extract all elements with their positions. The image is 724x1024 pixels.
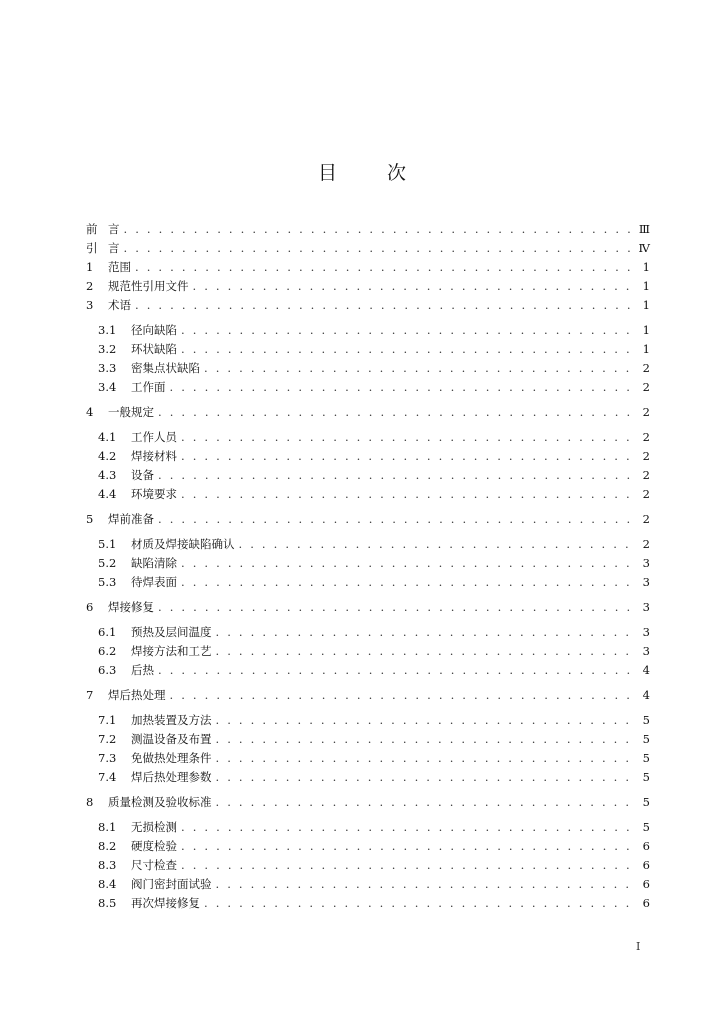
page-title: 目 次	[317, 162, 429, 184]
toc-leader-dots	[216, 793, 633, 812]
toc-entry-page: 5	[642, 770, 650, 784]
toc-entry-label: 预热及层间温度	[131, 625, 212, 639]
toc-entry-label: 尺寸检查	[131, 858, 177, 872]
toc-entry-number: 8	[86, 795, 94, 809]
toc-entry-number: 4	[86, 405, 94, 419]
toc-entry[interactable]	[86, 642, 650, 661]
toc-entry[interactable]	[86, 875, 650, 894]
toc-leader-dots	[204, 359, 632, 378]
toc-entry-label: 再次焊接修复	[131, 896, 200, 910]
toc-entry-label: 质量检测及验收标准	[108, 795, 212, 809]
toc-entry[interactable]	[86, 768, 650, 787]
toc-entry-label: 言	[108, 222, 120, 236]
toc-entry-label: 工作面	[131, 380, 166, 394]
toc-leader-dots	[216, 623, 633, 642]
toc-entry-page: Ⅲ	[638, 222, 650, 236]
toc-entry[interactable]	[86, 730, 650, 749]
toc-entry-label: 测温设备及布置	[131, 732, 212, 746]
toc-entry-number: 5.3	[98, 575, 117, 589]
toc-entry-page: 5	[642, 732, 650, 746]
toc-entry[interactable]	[86, 485, 650, 504]
toc-leader-dots	[158, 403, 632, 422]
toc-entry-page: 2	[642, 380, 650, 394]
toc-entry[interactable]	[86, 447, 650, 466]
toc-entry-page: 5	[642, 751, 650, 765]
toc-entry-label: 设备	[131, 468, 154, 482]
toc-entry-page: 6	[642, 839, 650, 853]
toc-entry-number: 4.4	[98, 487, 117, 501]
toc-entry-page: 2	[642, 361, 650, 375]
toc-entry-number: 7.1	[98, 713, 117, 727]
toc-leader-dots	[216, 730, 633, 749]
toc-entry[interactable]	[86, 711, 650, 730]
toc-leader-dots	[124, 239, 633, 258]
toc-leader-dots	[135, 258, 632, 277]
toc-entry-number: 3	[86, 298, 94, 312]
toc-leader-dots	[181, 485, 632, 504]
toc-entry-page: 1	[642, 260, 650, 274]
toc-entry-page: 3	[642, 644, 650, 658]
toc-entry-number: 前	[86, 222, 98, 236]
toc-entry-page: 3	[642, 625, 650, 639]
toc-entry-page: 2	[642, 449, 650, 463]
toc-entry-number: 1	[86, 260, 94, 274]
toc-entry-number: 3.3	[98, 361, 117, 375]
toc-entry-page: 3	[642, 556, 650, 570]
toc-entry-number: 3.4	[98, 380, 117, 394]
table-of-contents	[86, 220, 650, 913]
toc-leader-dots	[204, 894, 632, 913]
toc-leader-dots	[158, 466, 632, 485]
toc-entry[interactable]	[86, 686, 650, 705]
toc-entry-page: 3	[642, 575, 650, 589]
toc-entry-number: 4.2	[98, 449, 117, 463]
toc-entry-label: 焊后热处理参数	[131, 770, 212, 784]
toc-entry-page: 1	[642, 298, 650, 312]
toc-entry-page: 6	[642, 858, 650, 872]
toc-entry-label: 阀门密封面试验	[131, 877, 212, 891]
toc-entry[interactable]	[86, 535, 650, 554]
toc-entry-label: 焊接修复	[108, 600, 154, 614]
toc-leader-dots	[216, 875, 633, 894]
toc-entry-number: 5	[86, 512, 94, 526]
toc-entry-page: 2	[642, 512, 650, 526]
page-number: I	[636, 940, 641, 953]
toc-entry-label: 规范性引用文件	[108, 279, 189, 293]
toc-entry-number: 6.3	[98, 663, 117, 677]
toc-entry-page: 2	[642, 487, 650, 501]
toc-entry[interactable]	[86, 378, 650, 397]
toc-entry[interactable]	[86, 894, 650, 913]
toc-leader-dots	[181, 856, 632, 875]
toc-entry-number: 7.3	[98, 751, 117, 765]
toc-entry-label: 工作人员	[131, 430, 177, 444]
toc-entry-page: 1	[642, 342, 650, 356]
toc-leader-dots	[181, 321, 632, 340]
toc-entry[interactable]	[86, 623, 650, 642]
toc-entry[interactable]	[86, 466, 650, 485]
toc-entry-label: 加热装置及方法	[131, 713, 212, 727]
toc-entry-label: 范围	[108, 260, 131, 274]
toc-leader-dots	[135, 296, 632, 315]
toc-leader-dots	[158, 598, 632, 617]
toc-entry-label: 焊后热处理	[108, 688, 166, 702]
toc-entry-label: 硬度检验	[131, 839, 177, 853]
toc-entry-number: 6	[86, 600, 94, 614]
toc-entry-number: 6.1	[98, 625, 117, 639]
toc-entry[interactable]	[86, 239, 650, 258]
toc-entry-label: 言	[108, 241, 120, 255]
toc-entry[interactable]	[86, 296, 650, 315]
toc-entry-label: 待焊表面	[131, 575, 177, 589]
toc-entry[interactable]	[86, 856, 650, 875]
toc-entry-number: 3.1	[98, 323, 117, 337]
toc-entry-number: 8.4	[98, 877, 117, 891]
toc-entry-label: 一般规定	[108, 405, 154, 419]
toc-entry[interactable]	[86, 321, 650, 340]
toc-entry-number: 6.2	[98, 644, 117, 658]
toc-leader-dots	[181, 447, 632, 466]
toc-entry[interactable]	[86, 573, 650, 592]
toc-entry-number: 8.2	[98, 839, 117, 853]
toc-entry-number: 7.2	[98, 732, 117, 746]
toc-leader-dots	[216, 642, 633, 661]
toc-entry-page: 2	[642, 468, 650, 482]
toc-entry[interactable]	[86, 340, 650, 359]
toc-entry-number: 8.3	[98, 858, 117, 872]
toc-entry-page: 2	[642, 405, 650, 419]
toc-entry[interactable]	[86, 837, 650, 856]
toc-entry-number: 8.5	[98, 896, 117, 910]
toc-leader-dots	[181, 837, 632, 856]
toc-leader-dots	[158, 661, 632, 680]
toc-leader-dots	[216, 749, 633, 768]
toc-leader-dots	[181, 554, 632, 573]
toc-leader-dots	[193, 277, 633, 296]
toc-leader-dots	[158, 510, 632, 529]
toc-entry-page: 3	[642, 600, 650, 614]
toc-entry[interactable]	[86, 598, 650, 617]
toc-entry[interactable]	[86, 258, 650, 277]
toc-entry-page: 6	[642, 896, 650, 910]
toc-leader-dots	[124, 220, 633, 239]
toc-entry[interactable]	[86, 661, 650, 680]
toc-entry-number: 8.1	[98, 820, 117, 834]
toc-leader-dots	[170, 378, 633, 397]
toc-leader-dots	[181, 573, 632, 592]
toc-entry-number: 7	[86, 688, 94, 702]
toc-entry-page: 5	[642, 795, 650, 809]
toc-entry-page: Ⅳ	[638, 241, 650, 255]
toc-entry-number: 5.1	[98, 537, 117, 551]
toc-entry[interactable]	[86, 220, 650, 239]
toc-entry-page: 1	[642, 279, 650, 293]
toc-entry-label: 术语	[108, 298, 131, 312]
toc-entry[interactable]	[86, 554, 650, 573]
toc-entry-number: 2	[86, 279, 94, 293]
toc-entry[interactable]	[86, 403, 650, 422]
toc-entry-number: 3.2	[98, 342, 117, 356]
toc-entry-label: 焊前准备	[108, 512, 154, 526]
toc-entry-label: 环状缺陷	[131, 342, 177, 356]
toc-entry-page: 5	[642, 820, 650, 834]
toc-entry-label: 径向缺陷	[131, 323, 177, 337]
toc-entry-label: 无损检测	[131, 820, 177, 834]
toc-entry-page: 4	[642, 663, 650, 677]
toc-entry-label: 材质及焊接缺陷确认	[131, 537, 235, 551]
toc-leader-dots	[170, 686, 633, 705]
toc-entry-page: 1	[642, 323, 650, 337]
toc-entry[interactable]	[86, 510, 650, 529]
toc-entry[interactable]	[86, 359, 650, 378]
toc-entry-label: 焊接方法和工艺	[131, 644, 212, 658]
toc-leader-dots	[181, 340, 632, 359]
toc-entry-label: 焊接材料	[131, 449, 177, 463]
toc-entry[interactable]	[86, 818, 650, 837]
toc-entry-label: 密集点状缺陷	[131, 361, 200, 375]
toc-entry-page: 5	[642, 713, 650, 727]
toc-entry[interactable]	[86, 277, 650, 296]
toc-entry[interactable]	[86, 793, 650, 812]
toc-entry-page: 4	[642, 688, 650, 702]
toc-entry-label: 后热	[131, 663, 154, 677]
toc-leader-dots	[239, 535, 633, 554]
toc-entry-page: 2	[642, 430, 650, 444]
toc-entry-number: 7.4	[98, 770, 117, 784]
toc-entry-number: 4.3	[98, 468, 117, 482]
toc-entry[interactable]	[86, 428, 650, 447]
toc-entry-page: 6	[642, 877, 650, 891]
toc-entry-number: 引	[86, 241, 98, 255]
toc-entry[interactable]	[86, 749, 650, 768]
toc-entry-number: 4.1	[98, 430, 117, 444]
toc-entry-number: 5.2	[98, 556, 117, 570]
toc-leader-dots	[216, 768, 633, 787]
toc-entry-label: 缺陷清除	[131, 556, 177, 570]
toc-leader-dots	[216, 711, 633, 730]
toc-leader-dots	[181, 818, 632, 837]
toc-entry-label: 环境要求	[131, 487, 177, 501]
toc-leader-dots	[181, 428, 632, 447]
toc-entry-label: 免做热处理条件	[131, 751, 212, 765]
toc-entry-page: 2	[642, 537, 650, 551]
